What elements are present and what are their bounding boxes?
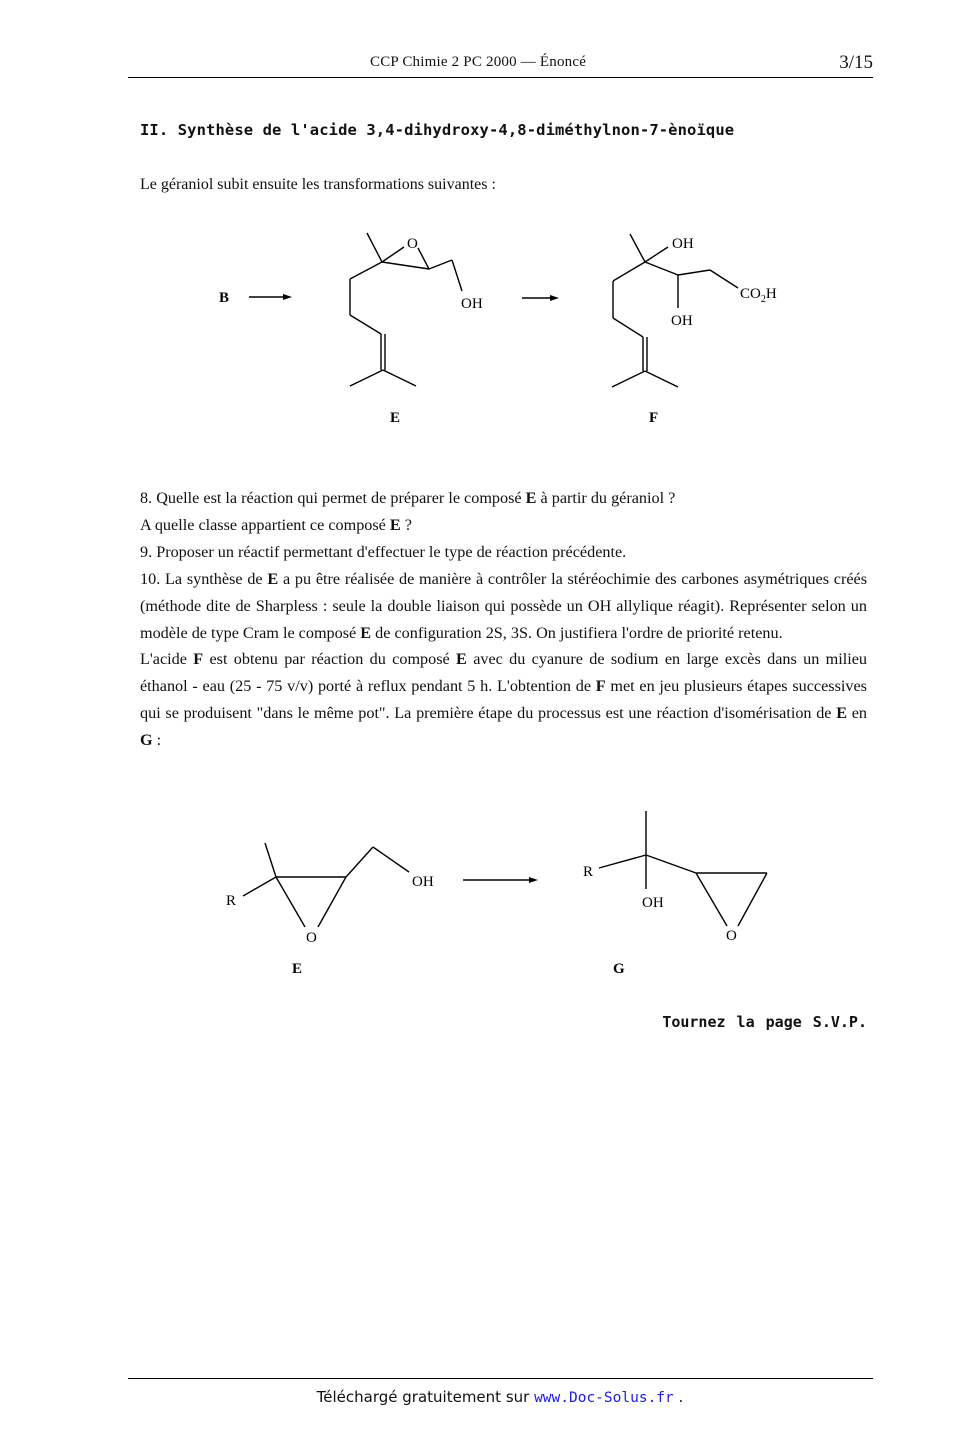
question-10: 10. La synthèse de E a pu être réalisée de manière à contrôler la stéréochimie des carbones asymétriques créés (méthode dite de Sharpless : seule la double liaison qui possède un OH allylique réagit). Représenter selon un modèle de type Cram le composé E de configuration 2S, 3S. On justifiera l'ordre de priorité retenu.	[140, 569, 867, 642]
o-right-label: O	[726, 928, 737, 944]
compound-b-label: B	[219, 290, 230, 306]
e-oh-label: OH	[461, 296, 483, 312]
footer-rule	[128, 1378, 873, 1379]
compound-f-label: F	[649, 410, 659, 426]
turn-page-note: Tournez la page S.V.P.	[662, 1013, 867, 1031]
o-left-label: O	[306, 930, 317, 946]
compound-e-label-2: E	[292, 961, 303, 977]
r-left-label: R	[226, 893, 237, 909]
download-suffix: .	[673, 1388, 684, 1406]
epoxide-o-label: O	[407, 236, 418, 252]
f-oh-bottom-label: OH	[671, 313, 693, 329]
oh-left-label: OH	[412, 874, 434, 890]
question-8-continued: A quelle classe appartient ce composé E ?	[140, 515, 412, 534]
co2h-label: $CO_2H$	[740, 286, 777, 305]
download-footer	[0, 1388, 980, 1406]
question-9: 9. Proposer un réactif permettant d'effectuer le type de réaction précédente.	[140, 542, 627, 561]
oh-right-label: OH	[642, 895, 664, 911]
download-text: Téléchargé gratuitement sur	[316, 1388, 535, 1406]
question-8: 8. Quelle est la réaction qui permet de préparer le composé E à partir du géraniol ?	[140, 489, 676, 507]
compound-e-label: E	[390, 410, 401, 426]
intro-text: Le géraniol subit ensuite les transformations suivantes :	[140, 176, 496, 193]
page-number: 3/15	[839, 52, 873, 73]
paragraph-acid-f: L'acide F est obtenu par réaction du composé E avec du cyanure de sodium en large excès dans un milieu éthanol - eau (25 - 75 v/v) porté à reflux pendant 5 h. L'obtention de F met en jeu plusieurs étapes successives qui se produisent "dans le même pot". La première étape du processus est une réaction d'isomérisation de E en G :	[140, 650, 867, 750]
header-title: CCP Chimie 2 PC 2000 — Énoncé	[370, 54, 587, 70]
compound-g-label: G	[613, 961, 625, 977]
f-oh-top-label: OH	[672, 236, 694, 252]
r-right-label: R	[583, 864, 594, 880]
doc-solus-link[interactable]: www.Doc-Solus.fr	[534, 1390, 674, 1406]
section-title: II. Synthèse de l'acide 3,4-dihydroxy-4,8-diméthylnon-7-ènoïque	[140, 121, 735, 139]
